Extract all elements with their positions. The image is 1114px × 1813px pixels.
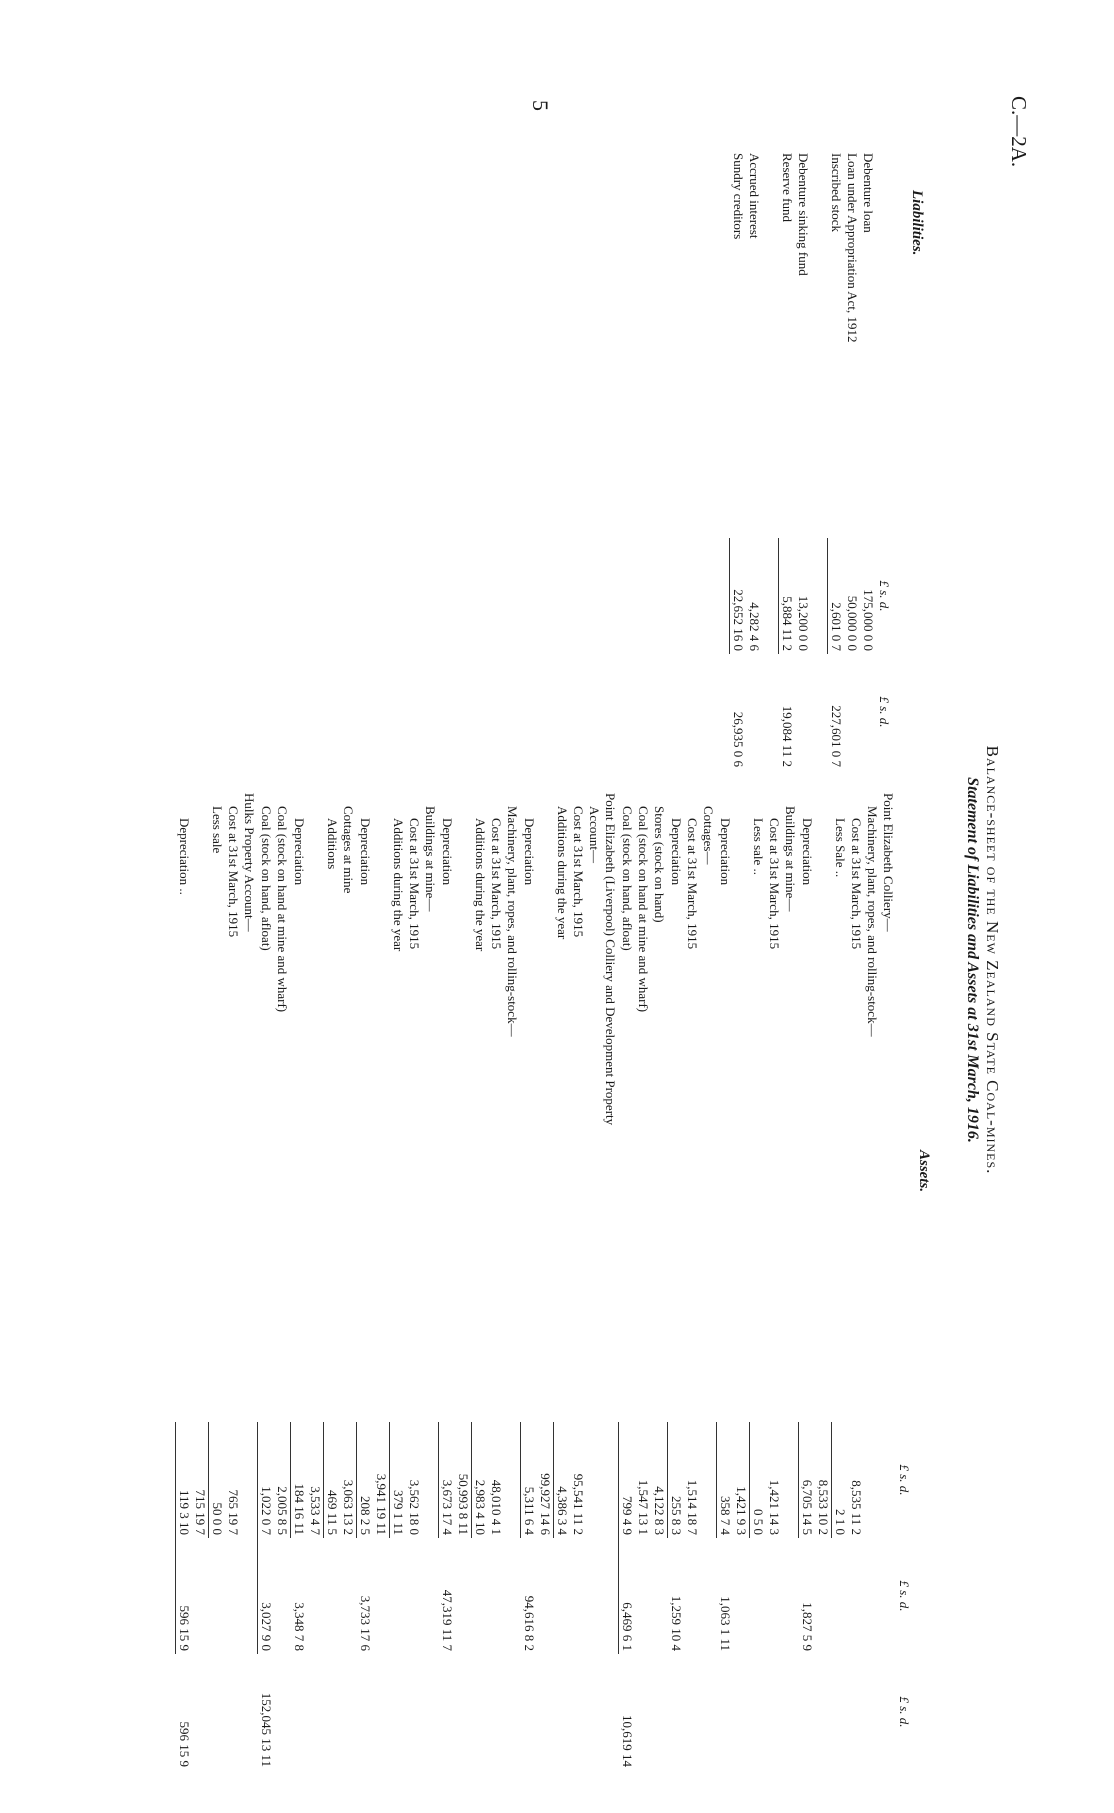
asset-subtotal: 596 15 9 (176, 1538, 193, 1654)
asset-amount: 715 19 7 (193, 1489, 208, 1535)
asset-label (373, 790, 390, 1422)
asset-total (832, 1654, 849, 1770)
asset-subtotal (700, 1538, 717, 1654)
document-title: Balance-sheet of the New Zealand State Coal-mines. (983, 745, 1002, 1175)
asset-row (799, 790, 816, 1770)
asset-amount (422, 1422, 439, 1538)
asset-row (439, 790, 456, 1770)
assets-table (175, 790, 912, 1770)
asset-amount: 3,063 13 2 (341, 1479, 356, 1535)
asset-total (241, 1654, 258, 1770)
asset-total (324, 1654, 341, 1770)
asset-amount: 8,533 10 2 (816, 1479, 831, 1535)
asset-total (799, 1654, 816, 1770)
asset-subtotal (782, 1538, 799, 1654)
asset-total (554, 1654, 571, 1770)
asset-amount (864, 1422, 880, 1538)
asset-total (357, 1654, 374, 1770)
currency-header: £ s. d. (897, 1464, 912, 1496)
asset-subtotal (651, 1538, 668, 1654)
balance-sheet (110, 150, 1010, 1770)
currency-header: £ s. d. (897, 1696, 912, 1728)
asset-total (291, 1654, 308, 1770)
currency-header: £ s. d. (877, 696, 892, 728)
liability-label: Inscribed stock (829, 153, 844, 233)
liability-subtotal: 2,601 0 7 (828, 538, 845, 654)
asset-row (750, 790, 767, 1770)
asset-label: Depreciation .. (177, 818, 192, 895)
liability-total (811, 654, 828, 770)
asset-row (488, 790, 504, 1770)
asset-total (406, 1654, 422, 1770)
liability-label: Debenture sinking fund (796, 153, 811, 276)
asset-label: Cottages at mine (341, 806, 357, 894)
asset-total (455, 1654, 472, 1770)
asset-row (192, 790, 209, 1770)
liability-row (795, 150, 811, 770)
asset-subtotal (390, 1538, 407, 1654)
asset-row (782, 790, 799, 1770)
liability-label: Debenture loan (861, 153, 876, 233)
asset-subtotal (422, 1538, 439, 1654)
asset-subtotal (274, 1538, 291, 1654)
asset-label: Hulks Property Account— (242, 793, 258, 932)
asset-total (864, 1654, 880, 1770)
asset-row (307, 790, 324, 1770)
asset-row (880, 790, 896, 1770)
asset-label: Point Elizabeth (Liverpool) Colliery and Development Property (603, 793, 619, 1126)
asset-amount: 50 0 0 (209, 1422, 226, 1538)
asset-subtotal (684, 1538, 700, 1654)
asset-total (717, 1654, 734, 1770)
asset-subtotal (225, 1538, 241, 1654)
asset-label: Cost at 31st March, 1915 (407, 818, 422, 950)
asset-subtotal (815, 1538, 832, 1654)
asset-label: Cost at 31st March, 1915 (849, 818, 864, 950)
asset-row (422, 790, 439, 1770)
asset-amount: 2,983 4 10 (472, 1422, 489, 1538)
asset-total (390, 1654, 407, 1770)
asset-label: Additions during the year (473, 818, 488, 952)
asset-amount: 3,562 18 0 (407, 1479, 422, 1535)
asset-total (340, 1654, 357, 1770)
asset-label: Cost at 31st March, 1915 (489, 818, 504, 950)
asset-total (602, 1654, 619, 1770)
liability-row (746, 150, 762, 770)
liability-row (730, 150, 747, 770)
asset-label: Coal (stock on hand at mine and wharf) (275, 806, 291, 1013)
asset-label: Stores (stock on hand) (652, 806, 668, 923)
asset-amount: 3,941 19 11 (374, 1473, 389, 1535)
liability-label (762, 150, 779, 538)
asset-total (504, 1654, 521, 1770)
asset-amount: 2 1 0 (832, 1422, 849, 1538)
asset-row (668, 790, 685, 1770)
asset-subtotal (455, 1538, 472, 1654)
asset-amount: 4,386 3 4 (554, 1422, 571, 1538)
asset-row (864, 790, 880, 1770)
asset-total (192, 1654, 209, 1770)
asset-amount: 119 3 10 (176, 1422, 193, 1538)
asset-subtotal: 47,319 11 7 (440, 1589, 455, 1651)
asset-total (307, 1654, 324, 1770)
asset-label: Buildings at mine— (783, 806, 799, 912)
asset-amount (602, 1422, 619, 1538)
asset-subtotal (192, 1538, 209, 1654)
asset-total (684, 1654, 700, 1770)
liability-row (828, 150, 845, 770)
asset-amount: 4,122 8 3 (652, 1486, 667, 1535)
liability-subtotal (811, 538, 828, 654)
asset-total (651, 1654, 668, 1770)
asset-label: Coal (stock on hand at mine and wharf) (636, 806, 651, 1013)
asset-label: Machinery, plant, ropes, and rolling-stock— (505, 806, 521, 1037)
asset-total (373, 1654, 390, 1770)
asset-label: Depreciation (522, 818, 537, 886)
asset-amount: 184 16 11 (291, 1422, 308, 1538)
liability-total (844, 654, 860, 770)
asset-amount (782, 1422, 799, 1538)
liability-row (779, 150, 796, 770)
asset-label: Cost at 31st March, 1915 (767, 818, 782, 950)
liability-row (762, 150, 779, 770)
asset-subtotal (504, 1538, 521, 1654)
asset-total (815, 1654, 832, 1770)
asset-amount: 799 4 9 (619, 1422, 636, 1538)
asset-total (848, 1654, 864, 1770)
asset-amount: 1,514 18 7 (685, 1479, 700, 1535)
asset-amount: 6,705 14 5 (799, 1422, 816, 1538)
asset-subtotal (324, 1538, 341, 1654)
asset-amount (700, 1422, 717, 1538)
asset-total (472, 1654, 489, 1770)
asset-subtotal (733, 1538, 750, 1654)
asset-total (750, 1654, 767, 1770)
asset-row (848, 790, 864, 1770)
asset-subtotal: 3,027 9 0 (258, 1538, 275, 1654)
asset-row (209, 790, 226, 1770)
asset-subtotal: 3,733 17 6 (358, 1595, 373, 1651)
title-block (964, 150, 1000, 1770)
asset-subtotal: 6,469 6 1 (619, 1538, 636, 1654)
asset-total: 10,619 14 (620, 1715, 635, 1767)
asset-label: Cost at 31st March, 1915 (571, 806, 586, 938)
asset-row (472, 790, 489, 1770)
asset-amount: 3,673 17 4 (439, 1422, 456, 1538)
liability-subtotal (762, 538, 779, 654)
asset-total (209, 1654, 226, 1770)
asset-subtotal: 94,616 8 2 (522, 1595, 537, 1651)
asset-subtotal (241, 1538, 258, 1654)
liability-total (795, 654, 811, 770)
asset-label: Depreciation (718, 818, 733, 886)
asset-label: Coal (stock on hand, afloat) (259, 806, 274, 951)
asset-row (241, 790, 258, 1770)
asset-label: Cottages— (701, 806, 717, 865)
asset-label: Machinery, plant, ropes, and rolling-stock— (865, 806, 880, 1037)
asset-amount: 95,541 11 2 (571, 1473, 586, 1535)
asset-amount: 1,421 14 3 (767, 1479, 782, 1535)
liability-label: Loan under Appropriation Act, 1912 (845, 153, 860, 343)
asset-row (554, 790, 571, 1770)
asset-label: Cost at 31st March, 1915 (226, 806, 241, 938)
asset-total (880, 1654, 896, 1770)
asset-label (815, 790, 832, 1422)
header-spacer (876, 150, 892, 538)
asset-subtotal (373, 1538, 390, 1654)
asset-label (307, 790, 324, 1422)
page-reference: C.—2A. (1007, 96, 1031, 168)
asset-label: Point Elizabeth Colliery— (881, 793, 896, 932)
asset-label: Depreciation (669, 818, 684, 886)
assets-heading: Assets. (916, 1150, 932, 1193)
liability-total (860, 654, 876, 770)
asset-label: Account— (587, 806, 602, 864)
asset-row (258, 790, 275, 1770)
asset-label (733, 790, 750, 1422)
asset-total (422, 1654, 439, 1770)
asset-subtotal: 1,827 5 9 (800, 1602, 815, 1651)
asset-row (324, 790, 341, 1770)
asset-subtotal (554, 1538, 571, 1654)
asset-total: 596 15 9 (177, 1721, 192, 1767)
asset-row (357, 790, 374, 1770)
asset-row (225, 790, 241, 1770)
asset-amount: 8,535 11 2 (849, 1480, 864, 1535)
asset-label: Cost at 31st March, 1915 (685, 818, 700, 950)
asset-label (455, 790, 472, 1422)
asset-amount (880, 1422, 896, 1538)
asset-row (521, 790, 538, 1770)
liability-label: Accrued interest (747, 153, 762, 239)
asset-label: Additions (325, 818, 340, 870)
asset-amount (586, 1422, 602, 1538)
asset-row (766, 790, 782, 1770)
liability-subtotal: 5,884 11 2 (779, 538, 796, 654)
asset-amount: 2,005 8 5 (275, 1486, 290, 1535)
asset-amount: 765 19 7 (226, 1489, 241, 1535)
asset-row (733, 790, 750, 1770)
asset-subtotal (766, 1538, 782, 1654)
asset-amount: 1,022 0 7 (258, 1422, 275, 1538)
asset-label: Less Sale .. (833, 818, 848, 878)
asset-subtotal: 3,348 7 8 (292, 1602, 307, 1651)
liability-label: Sundry creditors (731, 153, 746, 240)
asset-label: Less sale (210, 806, 225, 854)
asset-row (635, 790, 651, 1770)
liability-total: 227,601 0 7 (829, 705, 844, 767)
asset-total (766, 1654, 782, 1770)
asset-row (340, 790, 357, 1770)
asset-amount: 50,993 8 11 (456, 1473, 471, 1535)
asset-row (291, 790, 308, 1770)
asset-total (782, 1654, 799, 1770)
asset-row (504, 790, 521, 1770)
asset-amount: 255 8 3 (668, 1422, 685, 1538)
asset-total (586, 1654, 602, 1770)
asset-subtotal: 1,063 1 11 (718, 1596, 733, 1651)
liability-label (811, 150, 828, 538)
asset-amount (241, 1422, 258, 1538)
asset-amount: 469 11 5 (324, 1422, 341, 1538)
asset-subtotal (586, 1538, 602, 1654)
asset-amount: 379 1 11 (390, 1422, 407, 1538)
document-subtitle: Statement of Liabilities and Assets at 31st March, 1916. (964, 777, 981, 1143)
asset-label: Coal (stock on hand, afloat) (620, 806, 635, 951)
asset-subtotal (209, 1538, 226, 1654)
asset-subtotal: 1,259 10 4 (669, 1595, 684, 1651)
asset-label: Additions during the year (555, 806, 570, 940)
asset-row (176, 790, 193, 1770)
asset-label: Depreciation (292, 818, 307, 886)
asset-row (700, 790, 717, 1770)
asset-subtotal (880, 1538, 896, 1654)
asset-subtotal (750, 1538, 767, 1654)
asset-total (635, 1654, 651, 1770)
asset-amount: 5,311 6 4 (521, 1422, 538, 1538)
liabilities-heading: Liabilities. (909, 190, 925, 256)
liabilities-table (729, 150, 892, 770)
liability-subtotal: 4,282 4 6 (747, 602, 762, 651)
liability-row (860, 150, 876, 770)
asset-label: Depreciation (358, 818, 373, 886)
liability-label: Reserve fund (780, 153, 795, 222)
asset-total (439, 1654, 456, 1770)
asset-row (832, 790, 849, 1770)
asset-subtotal (406, 1538, 422, 1654)
asset-label: Less sale .. (751, 818, 766, 876)
asset-total (225, 1654, 241, 1770)
liability-subtotal: 175,000 0 0 (861, 589, 876, 651)
asset-subtotal (848, 1538, 864, 1654)
asset-subtotal (570, 1538, 586, 1654)
asset-total (700, 1654, 717, 1770)
asset-row (537, 790, 554, 1770)
asset-row (586, 790, 602, 1770)
header-spacer (896, 790, 912, 1422)
asset-row (717, 790, 734, 1770)
asset-subtotal (537, 1538, 554, 1654)
asset-subtotal (635, 1538, 651, 1654)
asset-label: Buildings at mine— (423, 806, 439, 912)
asset-amount: 1,547 13 1 (636, 1479, 651, 1535)
asset-amount: 48,010 4 1 (489, 1479, 504, 1535)
asset-total (570, 1654, 586, 1770)
asset-total: 152,045 13 11 (259, 1692, 274, 1767)
asset-subtotal (864, 1538, 880, 1654)
liability-total: 26,935 0 6 (731, 711, 746, 767)
asset-row (651, 790, 668, 1770)
asset-subtotal (488, 1538, 504, 1654)
currency-header-row (896, 790, 912, 1770)
asset-label: Additions during the year (391, 818, 406, 952)
asset-total (668, 1654, 685, 1770)
asset-total (274, 1654, 291, 1770)
asset-total (733, 1654, 750, 1770)
asset-subtotal (307, 1538, 324, 1654)
asset-label (192, 790, 209, 1422)
asset-label: Depreciation (440, 818, 455, 886)
asset-total (537, 1654, 554, 1770)
page-number: 5 (528, 100, 553, 111)
asset-total (521, 1654, 538, 1770)
asset-amount: 0 5 0 (750, 1422, 767, 1538)
asset-label: Depreciation (800, 818, 815, 886)
asset-amount: 3,533 4 7 (308, 1486, 323, 1535)
asset-row (390, 790, 407, 1770)
asset-row (684, 790, 700, 1770)
liability-row (811, 150, 828, 770)
liability-total (746, 654, 762, 770)
liability-subtotal: 22,652 16 0 (730, 538, 747, 654)
asset-row (373, 790, 390, 1770)
asset-subtotal (472, 1538, 489, 1654)
asset-row (815, 790, 832, 1770)
currency-header-row (876, 150, 892, 770)
liability-row (844, 150, 860, 770)
asset-row (602, 790, 619, 1770)
liability-subtotal: 50,000 0 0 (845, 595, 860, 651)
liability-total (762, 654, 779, 770)
asset-row (570, 790, 586, 1770)
asset-amount: 208 2 5 (357, 1422, 374, 1538)
asset-label (537, 790, 554, 1422)
asset-amount (504, 1422, 521, 1538)
asset-total (488, 1654, 504, 1770)
asset-amount: 99,927 14 6 (538, 1473, 553, 1535)
asset-amount: 358 7 4 (717, 1422, 734, 1538)
liability-subtotal: 13,200 0 0 (796, 595, 811, 651)
asset-subtotal (832, 1538, 849, 1654)
liability-total: 19,084 11 2 (780, 705, 795, 767)
asset-row (455, 790, 472, 1770)
asset-amount: 1,421 9 3 (734, 1486, 749, 1535)
asset-row (274, 790, 291, 1770)
asset-subtotal (340, 1538, 357, 1654)
currency-header: £ s. d. (877, 580, 892, 612)
currency-header: £ s. d. (897, 1580, 912, 1612)
asset-subtotal (602, 1538, 619, 1654)
asset-row (406, 790, 422, 1770)
asset-row (619, 790, 636, 1770)
